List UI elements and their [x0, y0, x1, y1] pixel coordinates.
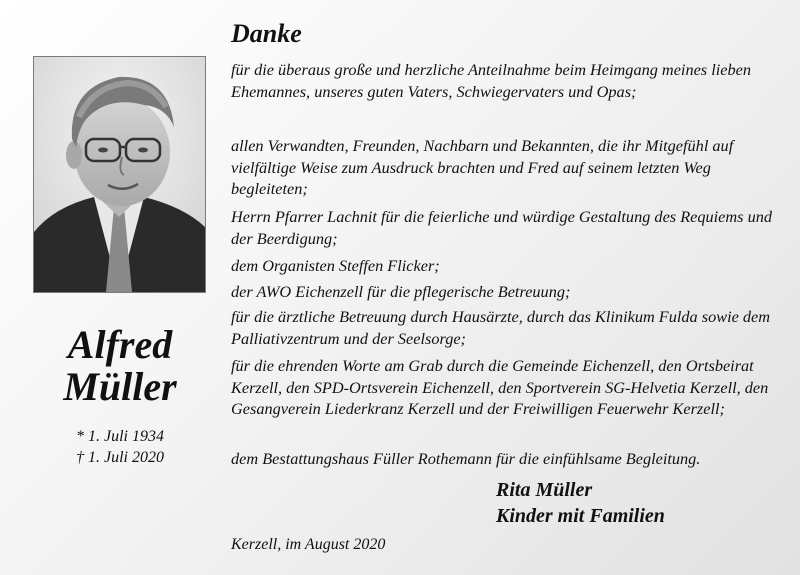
deceased-first-name: Alfred — [67, 322, 173, 367]
thanks-paragraph-6: für die ärztliche Betreuung durch Hausärzte, durch das Klinikum Fulda sowie dem Palliativzentrum und der Seelsorge; — [231, 307, 771, 348]
thanks-paragraph-5: der AWO Eichenzell für die pflegerische Betreuung; — [231, 282, 571, 301]
death-date: † 1. Juli 2020 — [76, 449, 164, 466]
page-title: Danke — [231, 19, 302, 48]
place-date: Kerzell, im August 2020 — [231, 536, 386, 553]
signature-family: Kinder mit Familien — [496, 505, 665, 527]
thanks-paragraph-2: allen Verwandten, Freunden, Nachbarn und Bekannten, die ihr Mitgefühl auf vielfältige Weise zum Ausdruck brachten und Fred auf seinem letzten Weg begleiteten; — [231, 136, 734, 198]
signature-name: Rita Müller — [496, 479, 593, 501]
portrait-photo-icon — [34, 57, 205, 292]
thanks-paragraph-1: für die überaus große und herzliche Anteilnahme beim Heimgang meines lieben Ehemannes, unseres guten Vaters, Schwiegervaters und Opas; — [231, 60, 751, 101]
birth-date: * 1. Juli 1934 — [76, 428, 164, 445]
thanks-paragraph-4: dem Organisten Steffen Flicker; — [231, 256, 440, 275]
portrait-photo — [33, 56, 206, 293]
thanks-paragraph-8: dem Bestattungshaus Füller Rothemann für die einfühlsame Begleitung. — [231, 449, 701, 468]
thanks-paragraph-7: für die ehrenden Worte am Grab durch die Gemeinde Eichenzell, den Ortsbeirat Kerzell, den SPD-Ortsverein Eichenzell, den Sportverein SG-Helvetia Kerzell, den Gesangverein Liederkranz Kerzell und der Freiwilligen Feuerwehr Kerzell; — [231, 356, 769, 418]
thanks-paragraph-3: Herrn Pfarrer Lachnit für die feierliche und würdige Gestaltung des Requiems und der Beerdigung; — [231, 207, 772, 248]
deceased-last-name: Müller — [63, 364, 177, 409]
